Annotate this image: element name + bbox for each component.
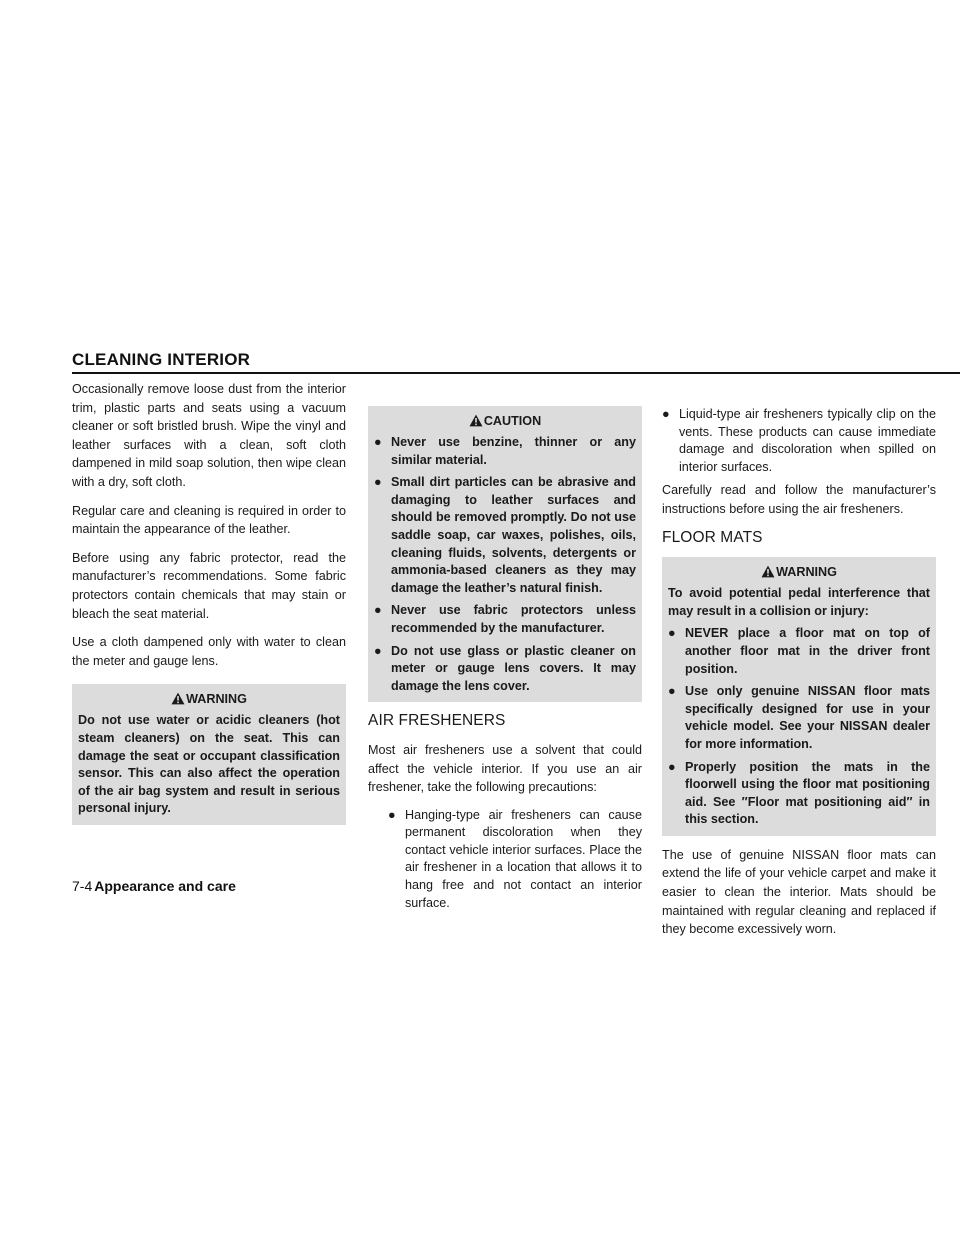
column-1: [72, 380, 346, 835]
list-item: ● Use only genuine NISSAN floor mats specifically designed for use in your vehicle model. See your NISSAN dealer for more information.: [668, 684, 930, 751]
paragraph: Regular care and cleaning is required in order to maintain the appearance of the leather.: [72, 503, 346, 537]
warning-box-floor-mats: [662, 557, 936, 836]
section-rule: [72, 372, 960, 374]
bullet-icon: ●: [662, 407, 670, 421]
warning-label: WARNING: [186, 692, 247, 707]
warning-heading: [668, 563, 930, 581]
warning-heading: [78, 690, 340, 708]
caution-heading: [374, 412, 636, 430]
list-item: ● Hanging-type air fresheners can cause permanent discoloration when they contact vehicle interior surfaces. Place the air freshener in a location that allows it to hang free and not contact an interior surface.: [388, 807, 642, 910]
subheading-air-fresheners: AIR FRESHENERS: [368, 712, 506, 730]
bullet-icon: ●: [668, 759, 676, 774]
warning-intro: To avoid potential pedal interference that may result in a collision or injury:: [668, 586, 930, 618]
paragraph: Use a cloth dampened only with water to clean the meter and gauge lens.: [72, 635, 346, 668]
floor-mat-warning-list: [668, 625, 930, 829]
list-item: ● Never use fabric protectors unless recommended by the manufacturer.: [374, 603, 636, 635]
bullet-icon: ●: [374, 643, 382, 658]
warning-text: Do not use water or acidic cleaners (hot steam cleaners) on the seat. This can damage the seat or occupant classification sensor. This can also affect the operation of the air bag system and result in serious personal injury.: [78, 713, 340, 816]
column-2: [368, 406, 642, 917]
caution-box-leather: [368, 406, 642, 702]
bullet-icon: ●: [374, 435, 382, 449]
bullet-icon: ●: [374, 475, 382, 490]
chapter-title: Appearance and care: [94, 878, 236, 894]
column-3: [662, 406, 936, 949]
list-item: ● Properly position the mats in the floorwell using the floor mat positioning aid. See ″Floor mat positioning aid″ in this section.: [668, 759, 930, 827]
list-item: ● NEVER place a floor mat on top of another floor mat in the driver front position.: [668, 626, 930, 676]
paragraph: Most air fresheners use a solvent that could affect the vehicle interior. If you use an air freshener, take the following precautions:: [368, 742, 642, 795]
subheading-floor-mats: FLOOR MATS: [662, 528, 763, 546]
warning-triangle-icon: [171, 692, 185, 705]
list-item: ● Never use benzine, thinner or any similar material.: [374, 435, 636, 467]
list-item: ● Do not use glass or plastic cleaner on meter or gauge lens covers. It may damage the lens cover.: [374, 643, 636, 693]
air-freshener-list-continued: [662, 406, 936, 476]
paragraph: Occasionally remove loose dust from the interior trim, plastic parts and seats using a vacuum cleaner or soft bristled brush. Wipe the vinyl and leather surfaces with a clean, soft cloth dampened in mild soap solution, then wipe clean with a dry, soft cloth.: [72, 382, 346, 489]
bullet-icon: ●: [374, 603, 382, 618]
section-title: CLEANING INTERIOR: [72, 350, 251, 369]
bullet-icon: ●: [668, 626, 676, 641]
bullet-icon: ●: [668, 684, 676, 699]
list-item: ● Liquid-type air fresheners typically clip on the vents. These products can cause immediate damage and discoloration when spilled on interior surfaces.: [662, 407, 936, 474]
warning-label: WARNING: [776, 565, 837, 580]
page-number: 7-4: [72, 878, 93, 894]
list-item: ● Small dirt particles can be abrasive and damaging to leather surfaces and should be removed promptly. Do not use saddle soap, car waxes, polishes, oils, cleaning fluids, solvents, detergents or ammonia-based cleaners as they may damage the leather’s natural finish.: [374, 475, 636, 595]
paragraph: The use of genuine NISSAN floor mats can extend the life of your vehicle carpet and make it easier to clean the interior. Mats should be maintained with regular cleaning and replaced if they become excessively worn.: [662, 847, 936, 937]
bullet-icon: ●: [388, 807, 396, 822]
caution-label: CAUTION: [483, 414, 542, 428]
page-footer: [72, 878, 236, 894]
warning-box-seat: [72, 684, 346, 825]
caution-list: [374, 434, 636, 695]
caution-triangle-icon: [469, 414, 483, 427]
paragraph: Before using any fabric protector, read the manufacturer’s recommendations. Some fabric protectors contain chemicals that may stain or bleach the seat material.: [72, 550, 346, 621]
warning-triangle-icon: [761, 565, 775, 578]
paragraph: Carefully read and follow the manufacturer’s instructions before using the air fresheners.: [662, 483, 936, 516]
air-freshener-list: [368, 807, 642, 913]
